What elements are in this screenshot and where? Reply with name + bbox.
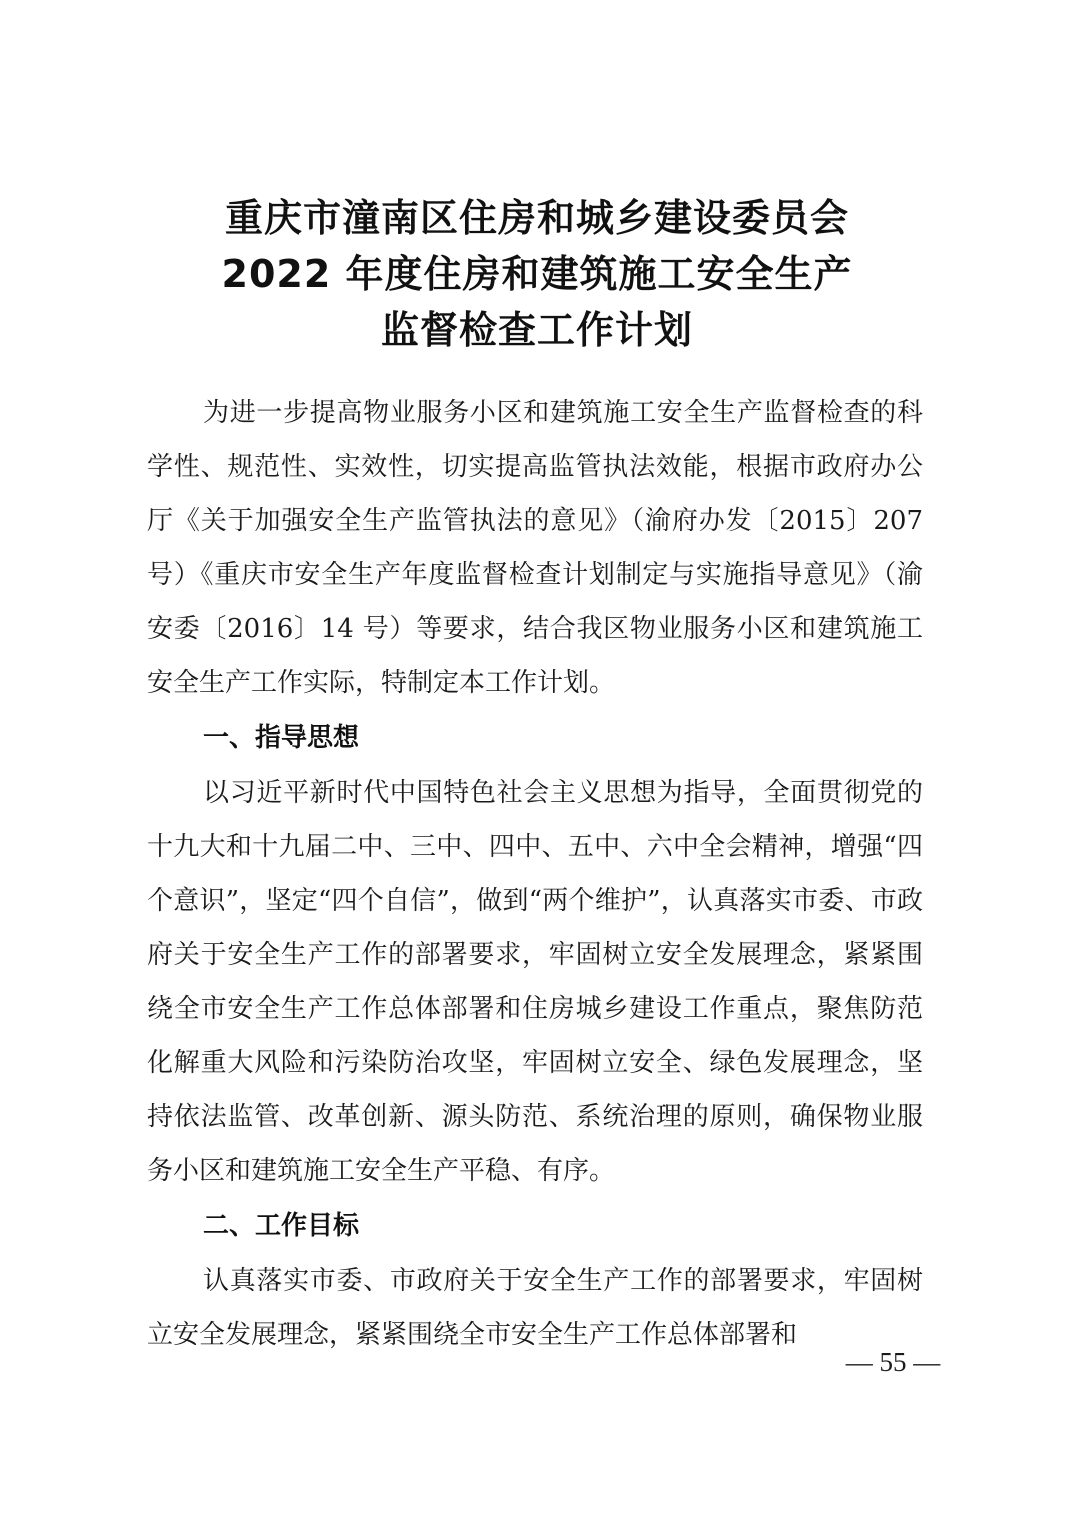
document-title [0,190,1074,358]
section-paragraph-work-goals: 认真落实市委、市政府关于安全生产工作的部署要求，牢固树立安全发展理念，紧紧围绕全市安全生产工作总体部署和 [147,1266,923,1350]
page-number: — 55 — [845,1347,941,1377]
section-heading-work-goals: 二、工作目标 [203,1211,360,1241]
title-line-3: 监督检查工作计划 [380,308,693,352]
document-body [147,386,923,1362]
intro-paragraph: 为进一步提高物业服务小区和建筑施工安全生产监督检查的科学性、规范性、实效性，切实提高监管执法效能，根据市政府办公厅《关于加强安全生产监管执法的意见》（渝府办发〔2015〕207 号）《重庆市安全生产年度监督检查计划制定与实施指导意见》（渝安委〔2016〕14 号）等要求，结合我区物业服务小区和建筑施工安全生产工作实际，特制定本工作计划。 [147,398,923,698]
title-line-2: 2022 年度住房和建筑施工安全生产 [221,252,853,296]
section-heading-guiding-ideology: 一、指导思想 [203,723,360,753]
section-paragraph-guiding-ideology: 以习近平新时代中国特色社会主义思想为指导，全面贯彻党的十九大和十九届二中、三中、四中、五中、六中全会精神，增强“四个意识”，坚定“四个自信”，做到“两个维护”，认真落实市委、市政府关于安全生产工作的部署要求，牢固树立安全发展理念，紧紧围绕全市安全生产工作总体部署和住房城乡建设工作重点，聚焦防范化解重大风险和污染防治攻坚，牢固树立安全、绿色发展理念，坚持依法监管、改革创新、源头防范、系统治理的原则，确保物业服务小区和建筑施工安全生产平稳、有序。 [147,778,923,1186]
title-line-1: 重庆市潼南区住房和城乡建设委员会 [224,196,849,240]
